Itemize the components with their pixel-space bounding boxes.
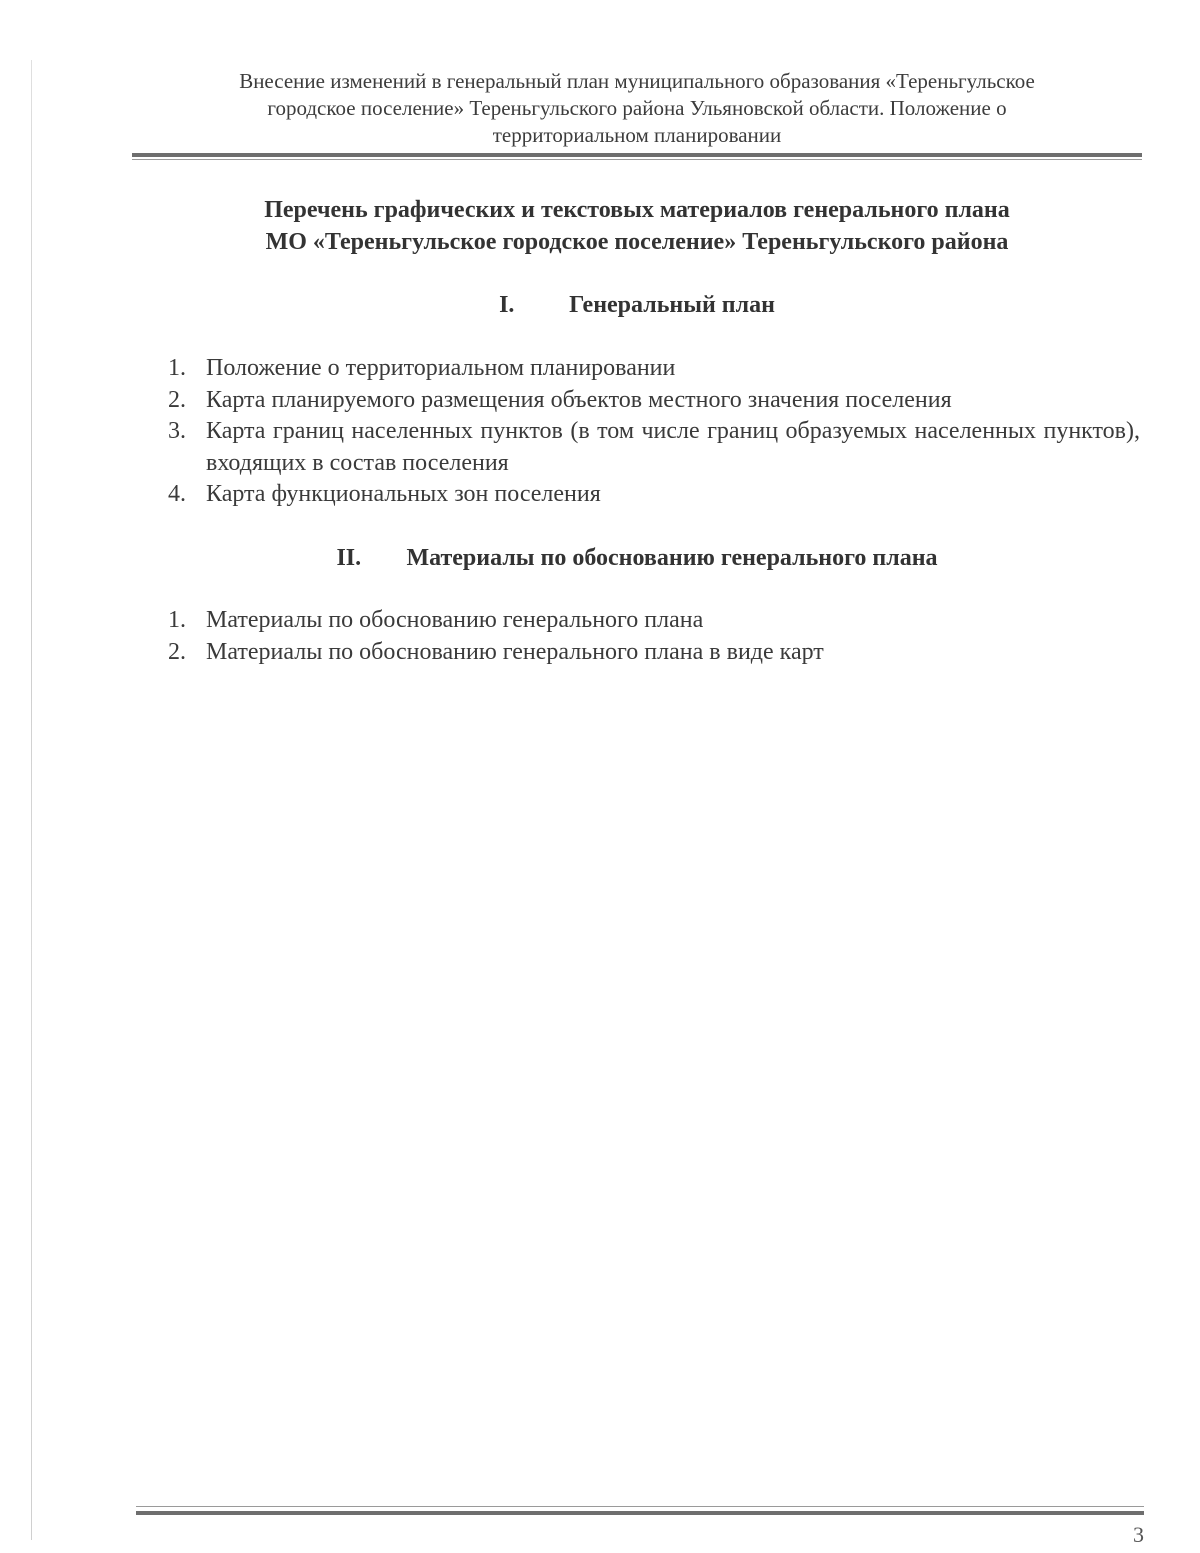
section-number: II.	[336, 545, 362, 571]
list-item-text: Карта планируемого размещения объектов местного значения поселения	[206, 386, 952, 413]
footer-divider	[136, 1511, 1144, 1515]
section-list-general-plan	[168, 353, 1140, 511]
section-title: Материалы по обоснованию генерального плана	[406, 545, 938, 571]
list-item-text: Материалы по обоснованию генерального плана	[206, 607, 704, 633]
section-number: I.	[499, 292, 515, 318]
scan-edge-line	[31, 60, 32, 1540]
document-title	[132, 194, 1142, 258]
list-item-text: Карта границ населенных пунктов (в том числе границ образуемых населенных пунктов), входящих в состав поселения	[206, 418, 1140, 476]
list-item	[168, 637, 1140, 669]
running-header-line: городское поселение» Тереньгульского района Ульяновской области. Положение о	[267, 96, 1007, 120]
list-item	[168, 353, 1140, 385]
section-heading-general-plan	[132, 290, 1142, 320]
document-title-line: МО «Тереньгульское городское поселение» Тереньгульского района	[265, 229, 1009, 255]
list-item	[168, 416, 1140, 479]
section-list-justification	[168, 605, 1140, 668]
running-header	[132, 68, 1142, 149]
page-number: 3	[1133, 1522, 1144, 1547]
list-item-text: Положение о территориальном планировании	[206, 355, 676, 381]
header-divider	[132, 153, 1142, 157]
section-heading-justification	[132, 543, 1142, 573]
list-item-text: Материалы по обоснованию генерального плана в виде карт	[206, 638, 824, 665]
list-item-number: 3.	[168, 418, 186, 444]
list-item-text: Карта функциональных зон поселения	[206, 481, 601, 507]
document-title-line: Перечень графических и текстовых материалов генерального плана	[264, 197, 1010, 223]
list-item-number: 2.	[168, 638, 186, 665]
list-item-number: 1.	[168, 607, 186, 633]
list-item-number: 2.	[168, 386, 186, 413]
running-header-line: Внесение изменений в генеральный план муниципального образования «Тереньгульское	[239, 69, 1035, 93]
list-item-number: 1.	[168, 355, 186, 381]
list-item	[168, 605, 1140, 637]
running-header-line: территориальном планировании	[492, 123, 782, 147]
section-title: Генеральный план	[569, 292, 775, 318]
list-item	[168, 385, 1140, 417]
list-item	[168, 479, 1140, 511]
list-item-number: 4.	[168, 481, 186, 507]
